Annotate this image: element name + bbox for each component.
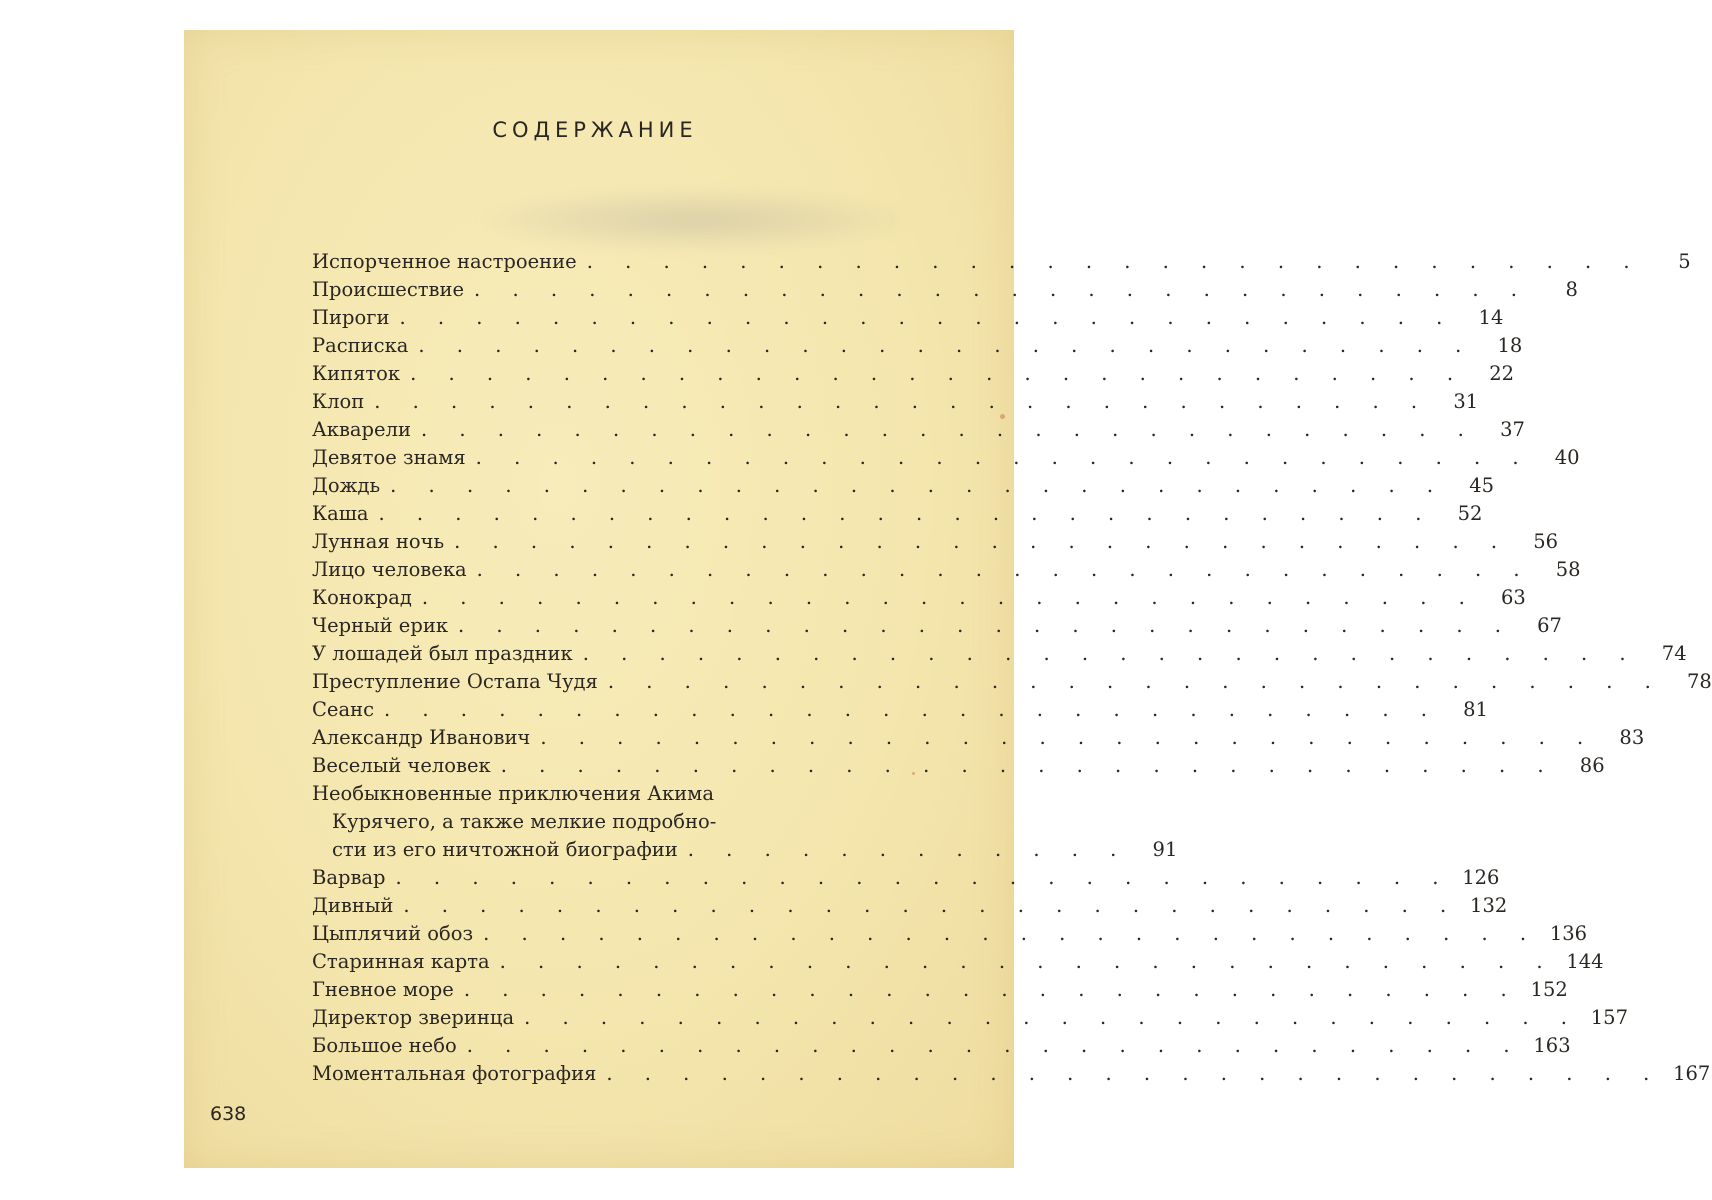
toc-leader-dots: . . . . . . . . . . . . . . . . . . . . . . . . . . . . bbox=[403, 894, 1460, 917]
toc-entry-title: Испорченное настроение bbox=[312, 250, 577, 273]
toc-entry bbox=[312, 1004, 1628, 1032]
toc-leader-dots: . . . . . . . . . . . . . . . . . . . . . . . . . . . . bbox=[418, 334, 1475, 357]
toc-entry-title: Цыплячий обоз bbox=[312, 922, 474, 945]
toc-page-number: 167 bbox=[1673, 1062, 1711, 1085]
toc-page-number: 163 bbox=[1533, 1034, 1571, 1057]
toc-leader-dots: . . . . . . . . . . . . . . . . . . . . . . . . . . . . bbox=[378, 502, 1435, 525]
toc-page-number: 5 bbox=[1678, 250, 1691, 273]
toc-long-entry-line-3 bbox=[312, 836, 1178, 864]
toc-entry-title: Лицо человека bbox=[312, 558, 467, 581]
toc-entry-title: Конокрад bbox=[312, 586, 412, 609]
toc-page-number: 83 bbox=[1619, 726, 1645, 749]
toc-entry-title: Варвар bbox=[312, 866, 386, 889]
toc-leader-dots: . . . . . . . . . . . . . . . . . . . . . . . . . . . . bbox=[395, 866, 1452, 889]
toc-entry bbox=[312, 668, 1712, 696]
toc-entry-title: Кипяток bbox=[312, 362, 401, 385]
toc-entry bbox=[312, 920, 1588, 948]
toc-leader-dots: . . . . . . . . . . . . . . . . . . . . . . . . . . . . bbox=[540, 726, 1597, 749]
toc-page-number: 8 bbox=[1565, 278, 1578, 301]
toc-entry bbox=[312, 640, 1687, 668]
toc-leader-dots: . . . . . . . . . . . . . . . . . . . . . . . . . . . . bbox=[421, 586, 1478, 609]
toc-entry bbox=[312, 584, 1526, 612]
toc-entry bbox=[312, 724, 1645, 752]
toc-leader-dots: . . . . . . . . . . . . . . . . . . . . . . . . . . . . bbox=[466, 1034, 1523, 1057]
toc-entry-title: Пироги bbox=[312, 306, 390, 329]
toc-page-number: 45 bbox=[1469, 474, 1495, 497]
toc-leader-dots: . . . . . . . . . . . . . . . . . . . . . . . . . . . . bbox=[384, 698, 1440, 721]
toc-entry-title: Происшествие bbox=[312, 278, 465, 301]
toc-page-number: 152 bbox=[1530, 978, 1568, 1001]
toc-leader-dots: . . . . . . . . . . . . . . . . . . . . . . . . . . . . bbox=[475, 446, 1532, 469]
toc-leader-dots: . . . . . . . . . . . . . . . . . . . . . . . . . . . . bbox=[454, 530, 1511, 553]
toc-page-number: 14 bbox=[1478, 306, 1504, 329]
toc-entry-title: Черный ерик bbox=[312, 614, 449, 637]
toc-entry bbox=[312, 388, 1479, 416]
toc-page-number: 86 bbox=[1579, 754, 1605, 777]
toc-entry-title: Лунная ночь bbox=[312, 530, 445, 553]
toc-page-number: 56 bbox=[1533, 530, 1559, 553]
toc-entry-title: Моментальная фотография bbox=[312, 1062, 597, 1085]
toc-entry bbox=[312, 892, 1508, 920]
toc-leader-dots: . . . . . . . . . . . . . . . . . . . . . . . . . . . . bbox=[410, 362, 1467, 385]
toc-page-number: 132 bbox=[1470, 894, 1508, 917]
page-title: СОДЕРЖАНИЕ bbox=[492, 118, 698, 142]
toc-page-number: 22 bbox=[1489, 362, 1515, 385]
toc-entry bbox=[312, 416, 1525, 444]
toc-entry bbox=[312, 360, 1515, 388]
toc-page-number: 81 bbox=[1463, 698, 1488, 721]
toc-long-entry-text-2: Курячего, а также мелкие подробно- bbox=[332, 810, 717, 833]
toc-long-entry-text-3: сти из его ничтожной биографии bbox=[332, 838, 678, 861]
toc-entry-title: У лошадей был праздник bbox=[312, 642, 573, 665]
toc-long-entry bbox=[312, 780, 1178, 864]
toc-leader-dots: . . . . . . . . . . . . . . . . . . . . . . . . . . . . bbox=[399, 306, 1456, 329]
toc-entry bbox=[312, 276, 1578, 304]
toc-leader-dots: . . . . . . . . . . . . . . . . . . . . . . . . . . . . bbox=[476, 558, 1533, 581]
toc-page-number: 78 bbox=[1686, 670, 1712, 693]
toc-leader-dots: . . . . . . . . . . . . bbox=[687, 838, 1130, 861]
toc-leader-dots: . . . . . . . . . . . . . . . . . . . . . . . . . . . . bbox=[524, 1006, 1580, 1029]
toc-entry bbox=[312, 472, 1495, 500]
toc-entry bbox=[312, 1060, 1711, 1088]
toc-page-number: 136 bbox=[1549, 922, 1588, 945]
toc-leader-dots: . . . . . . . . . . . . . . . . . . . . . . . . . . . . bbox=[500, 754, 1557, 777]
toc-page-number: 37 bbox=[1500, 418, 1525, 441]
toc-page-number: 91 bbox=[1152, 838, 1178, 861]
toc-entry-title: Преступление Остапа Чудя bbox=[312, 670, 598, 693]
toc-entry bbox=[312, 304, 1504, 332]
toc-page-number: 126 bbox=[1462, 866, 1500, 889]
toc-page-number: 58 bbox=[1555, 558, 1581, 581]
toc-page-number: 52 bbox=[1457, 502, 1483, 525]
toc-entry-title: Дивный bbox=[312, 894, 394, 917]
toc-entry bbox=[312, 612, 1562, 640]
toc-entries-group bbox=[312, 248, 1712, 780]
toc-leader-dots: . . . . . . . . . . . . . . . . . . . . . . . . . . . . bbox=[483, 922, 1540, 945]
toc-entry-title: Расписка bbox=[312, 334, 409, 357]
toc-entry-title: Гневное море bbox=[312, 978, 454, 1001]
toc-entry bbox=[312, 696, 1488, 724]
toc-page-number: 144 bbox=[1566, 950, 1604, 973]
page-smudge bbox=[484, 190, 904, 250]
toc-leader-dots: . . . . . . . . . . . . . . . . . . . . . . . . . . . . bbox=[607, 670, 1664, 693]
toc-leader-dots: . . . . . . . . . . . . . . . . . . . . . . . . . . . . bbox=[374, 390, 1431, 413]
toc-leader-dots: . . . . . . . . . . . . . . . . . . . . . . . . . . . . bbox=[499, 950, 1556, 973]
toc-leader-dots: . . . . . . . . . . . . . . . . . . . . . . . . . . . . bbox=[582, 642, 1639, 665]
toc-entry bbox=[312, 556, 1581, 584]
toc-entry bbox=[312, 500, 1483, 528]
toc-entry bbox=[312, 976, 1568, 1004]
toc-page-number: 74 bbox=[1661, 642, 1687, 665]
toc-entry-title: Каша bbox=[312, 502, 369, 525]
table-of-contents bbox=[312, 248, 1712, 1088]
toc-entry-title: Девятое знамя bbox=[312, 446, 466, 469]
toc-entry bbox=[312, 948, 1604, 976]
toc-entry-title: Директор зверинца bbox=[312, 1006, 515, 1029]
toc-page-number: 18 bbox=[1497, 334, 1523, 357]
toc-page-number: 67 bbox=[1537, 614, 1562, 637]
toc-entry bbox=[312, 444, 1580, 472]
toc-entry-title: Веселый человек bbox=[312, 754, 491, 777]
toc-long-entry-line-2 bbox=[312, 808, 852, 836]
toc-entry-title: Дождь bbox=[312, 474, 381, 497]
toc-entry bbox=[312, 864, 1500, 892]
toc-leader-dots: . . . . . . . . . . . . . . . . . . . . . . . . . . . . bbox=[474, 278, 1530, 301]
book-page bbox=[184, 30, 1712, 1168]
toc-leader-dots: . . . . . . . . . . . . . . . . . . . . . . . . . . . . bbox=[463, 978, 1520, 1001]
toc-page-number: 157 bbox=[1590, 1006, 1628, 1029]
toc-long-entry-text-1: Необыкновенные приключения Акима bbox=[312, 782, 714, 805]
toc-page-number: 31 bbox=[1453, 390, 1479, 413]
toc-entry bbox=[312, 248, 1691, 276]
toc-entry-title: Александр Иванович bbox=[312, 726, 531, 749]
toc-entry bbox=[312, 752, 1605, 780]
toc-entry-title: Старинная карта bbox=[312, 950, 490, 973]
toc-leader-dots: . . . . . . . . . . . . . . . . . . . . . . . . . . . . bbox=[458, 614, 1514, 637]
toc-entry-title: Большое небо bbox=[312, 1034, 457, 1057]
toc-entry bbox=[312, 1032, 1571, 1060]
toc-leader-dots: . . . . . . . . . . . . . . . . . . . . . . . . . . . . bbox=[606, 1062, 1663, 1085]
toc-leader-dots: . . . . . . . . . . . . . . . . . . . . . . . . . . . . bbox=[390, 474, 1447, 497]
folio-page-number: 638 bbox=[210, 1103, 247, 1125]
toc-entry-title: Сеанс bbox=[312, 698, 375, 721]
toc-leader-dots: . . . . . . . . . . . . . . . . . . . . . . . . . . . . bbox=[586, 250, 1643, 273]
toc-page-number: 63 bbox=[1500, 586, 1526, 609]
toc-entries-group bbox=[312, 864, 1711, 1088]
toc-entry-title: Клоп bbox=[312, 390, 365, 413]
toc-page-number: 40 bbox=[1554, 446, 1580, 469]
toc-entry bbox=[312, 528, 1559, 556]
toc-entry-title: Акварели bbox=[312, 418, 411, 441]
toc-entry bbox=[312, 332, 1523, 360]
toc-leader-dots: . . . . . . . . . . . . . . . . . . . . . . . . . . . . bbox=[420, 418, 1477, 441]
toc-long-entry-line-1 bbox=[312, 780, 777, 808]
